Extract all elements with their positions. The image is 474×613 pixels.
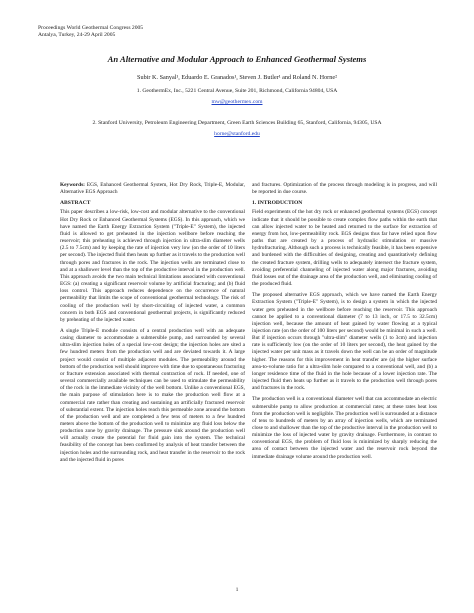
affiliation-text: 1. GeothermEx, Inc., 5221 Central Avenue, Suite 201, Richmond, California 94804, USA (136, 88, 338, 94)
proceedings-title: Proceedings World Geothermal Congress 2005 (38, 25, 144, 31)
email-link[interactable]: horne@stanford.edu (214, 131, 260, 137)
page-number: 1 (235, 587, 239, 593)
abstract-paragraph: This paper describes a low-risk, low-cost and modular alternative to the conventional Hot Dry Rock or Enhanced Geothermal Systems (EGS). In this approach, which we have named the Earth Energy Extraction System ("Triple-E" System), the injected fluid is allowed to get preheated in the injection wellbore before reaching the reservoir; this preheating is achieved through injection in ultra-slim diameter wells (2.5 to 7.5cm) and by keeping the rate of injection very low (on the order of 10 liters per second). The injected fluid then heats up further as it travels to the production well through pores and fractures in the rock. The injection wells are terminated close to and at a shallower level than the top of the productive interval in the production well. This approach avoids the two main technical limitations associated with conventional EGS: (a) creating a significant reservoir volume by artificial fracturing; and (b) fluid loss control. This approach reduces dependence on the occurrence of natural permeability that limits the scope of conventional geothermal technology. The risk of cooling of the production well by short-circuiting of injected water, a common concern in both EGS and conventional geothermal projects, is significantly reduced by preheating of the injected water. (60, 209, 245, 323)
left-column (60, 182, 245, 468)
affiliation-text: 2. Stanford University, Petroleum Engineering Department, Green Earth Sciences Building 65, Stanford, California, 94305, USA (92, 120, 382, 126)
proceedings-location: Antalya, Turkey, 24-29 April 2005 (38, 32, 116, 38)
paper-title: An Alternative and Modular Approach to Enhanced Geothermal Systems (107, 54, 367, 64)
keywords (60, 182, 245, 196)
intro-paragraph: The production well is a conventional diameter well that can accommodate an electric submersible pump to allow production at commercial rates; at these rates heat loss from the production well is negligible. The production well is surrounded at a distance of tens to hundreds of meters by an array of injection wells, which are terminated close to and shallower than the top of the productive interval in the production well to minimize the loss of injected water by gravity drainage. Furthermore, in contrast to conventional EGS, the problem of fluid loss is minimized by sharply reducing the area of contact between the injected water and the reservoir rock beyond the immediate drainage volume around the production well. (252, 396, 437, 460)
abstract-paragraph: A single Triple-E module consists of a central production well with an adequate casing diameter to accommodate a submersible pump, and surrounded by several ultra-slim injection holes of a special low-cost design; the injection holes are sited a few hundred meters from the production well and are deviated towards it. A large project would consist of multiple adjacent modules. The permeability around the bottom of the production well should improve with time due to spontaneous fracturing or fracture extension associated with thermal contraction of rock. If needed, one of several commercially available techniques can be used to stimulate the permeability of the rock in the immediate vicinity of the well bottom. Unlike a conventional EGS, the main purpose of stimulation here is to make the production well flow at a commercial rate rather than creating and sustaining an artificially fractured reservoir of substantial extent. The injection holes reach this permeable zone around the bottom of the production well and are completed a few tens of meters to a few hundred meters above the bottom of the production well to minimize any fluid loss below the production zone by gravity drainage. The pressure sink around the production well will actually create the potential for fluid gain into the system. The technical feasibility of the concept has been confirmed by analysis of heat transfer between the injection holes and the surrounding rock, and heat transfer in the reservoir to the rock and the injected fluid in pores (60, 327, 245, 463)
email-link[interactable]: mw@geothermex.com (211, 99, 263, 105)
proceedings-header (38, 25, 143, 39)
right-column (252, 182, 437, 465)
keywords-label: Keywords: (60, 182, 85, 188)
author-list: Subir K. Sanyal¹, Eduardo E. Granados¹, Steven J. Butler¹ and Roland N. Horne² (137, 74, 337, 81)
introduction-heading: 1. INTRODUCTION (252, 200, 303, 207)
intro-paragraph: The proposed alternative EGS approach, which we have named the Earth Energy Extraction System ("Triple-E" System), is to design a system in which the injected water gets preheated in the wellbore before reaching the reservoir. This approach cannot be applied to a conventional diameter (7 to 13 inch, or 17.5 to 32.5cm) injection well, because the amount of heat gained by water flowing at a typical injection rate (on the order of 100 liters per second) would be minimal in such a well. But if injection occurs through "ultra-slim" diameter wells (1 to 3cm) and injection rate is sufficiently low (on the order of 10 liters per second), the heat gained by the injected water per unit mass as it travels down the well can be an order of magnitude higher. The reasons for this improvement in heat transfer are (a) the higher surface area-to-volume ratio for a ultra-slim hole compared to a conventional well, and (b) a longer residence time of the fluid in the hole because of a lower injection rate. The injected fluid then heats up further as it travels to the production well through pores and fractures in the rock. (252, 292, 437, 392)
abstract-heading: ABSTRACT (60, 200, 91, 207)
abstract-continuation: and fractures. Optimization of the process through modeling is in progress, and will be reported in due course. (252, 182, 437, 196)
affiliation-2 (0, 120, 474, 138)
intro-paragraph: Field experiments of the hot dry rock or enhanced geothermal systems (EGS) concept indicate that it should be possible to create complex flow paths within the earth that can allow injected water to be heated and returned to the surface for extraction of energy from hot, low-permeability rock. EGS designs thus far have relied upon flow paths that are created by a process of hydraulic stimulation or massive hydrofracturing. Although such a process is technically feasible, it has been expensive and burdened with the difficulties of designing, creating and quantitatively defining the created fracture system, drilling wells to adequately intersect the fracture system, avoiding preferential channeling of injected water along major fractures, avoiding fluid losses out of the drainage area of the production well, and eliminating cooling of the produced fluid. (252, 209, 437, 288)
affiliation-1 (0, 88, 474, 106)
keywords-text: EGS, Enhanced Geothermal System, Hot Dry Rock, Triple-E, Modular, Alternative EGS Approach (60, 182, 245, 196)
